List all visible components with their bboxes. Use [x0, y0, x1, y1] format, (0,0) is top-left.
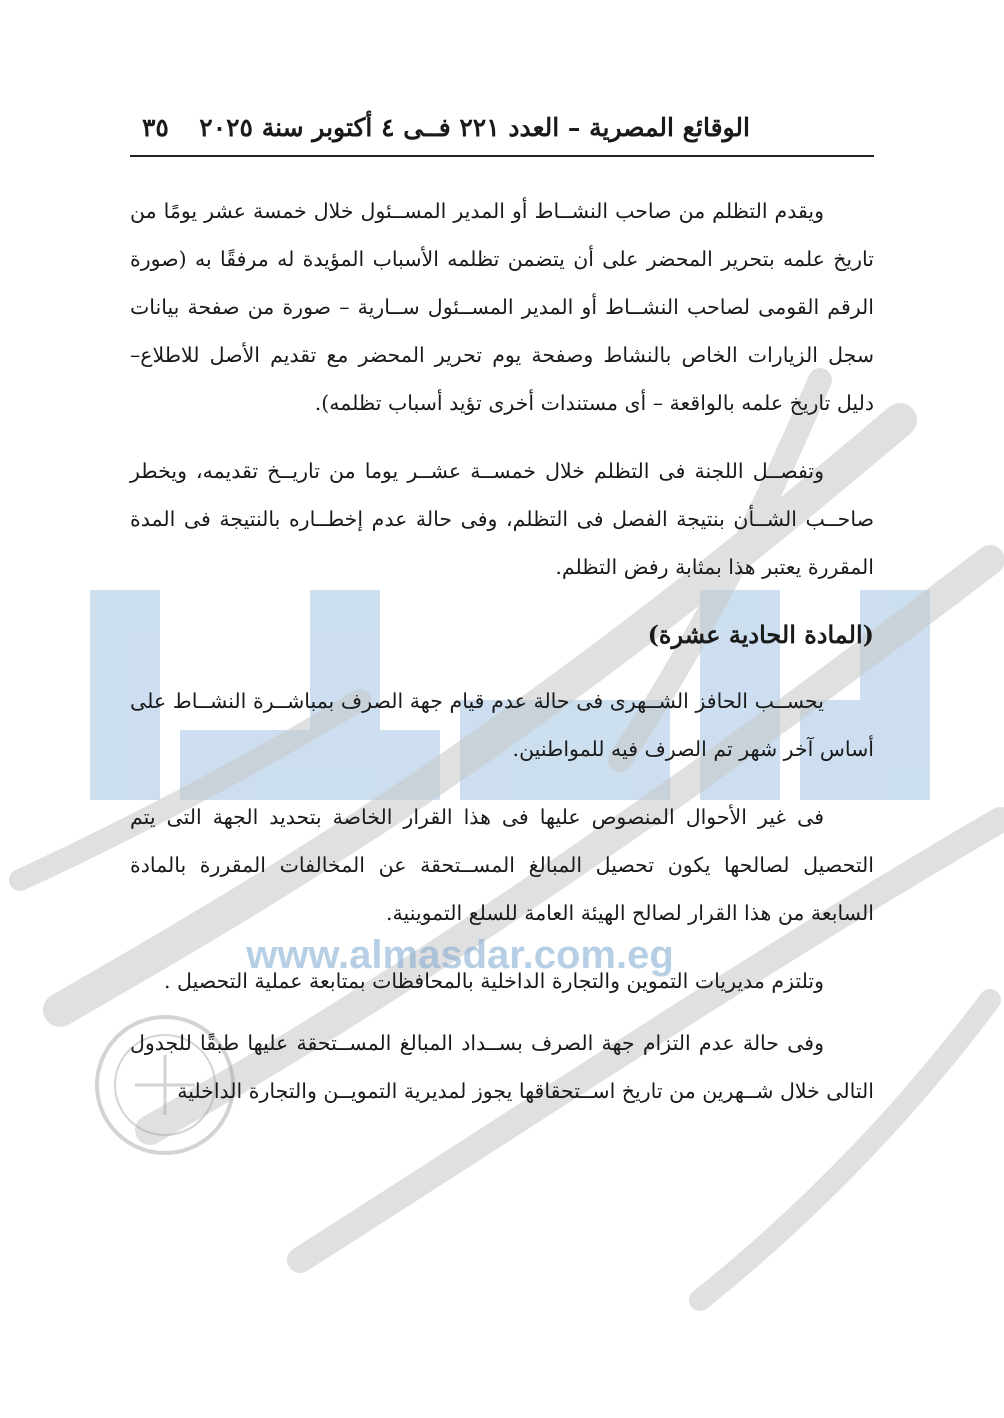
paragraph-collection-entity: فى غير الأحوال المنصوص عليها فى هذا القرار الخاصة بتحديد الجهة التى يتم التحصيل لصالحها يكون تحصيل المبالغ المســتحقة عن المخالفات المقررة بالمادة السابعة من هذا القرار لصالح الهيئة العامة للسلع التموينية.: [130, 805, 874, 925]
page-number: ٣٥: [142, 113, 169, 142]
article-title: (المادة الحادية عشرة): [647, 620, 874, 649]
page-content: [130, 95, 874, 1135]
paragraph-directorates-follow-up: وتلتزم مديريات التموين والتجارة الداخلية بالمحافظات بمتابعة عملية التحصيل .: [164, 969, 824, 993]
paragraph-non-payment: وفى حالة عدم التزام جهة الصرف بســداد المبالغ المســتحقة عليها طبقًا للجدول التالى خلال شــهرين من تاريخ اســتحقاقها يجوز لمديرية التمويــن والتجارة الداخلية: [130, 1031, 874, 1103]
watermark-site-text: www.almasdar.com.eg: [246, 933, 674, 977]
body-text: [130, 187, 874, 1115]
header-title: الوقائع المصرية – العدد ٢٢١ فــى ٤ أكتوبر سنة ٢٠٢٥: [199, 113, 750, 142]
paragraph-monthly-incentive: يحســب الحافز الشــهرى فى حالة عدم قيام جهة الصرف بمباشــرة النشــاط على أساس آخر شهر تم الصرف فيه للمواطنين.: [130, 689, 874, 761]
paragraph-appeal-submission: ويقدم التظلم من صاحب النشــاط أو المدير المســئول خلال خمسة عشر يومًا من تاريخ علمه بتحرير المحضر على أن يتضمن تظلمه الأسباب المؤيدة له مرفقًا به (صورة الرقم القومى لصاحب النشــاط أو المدير المســئول ســارية – صورة من صفحة بيانات سجل الزيارات الخاص بالنشاط وصفحة يوم تحرير المحضر مع تقديم الأصل للاطلاع– دليل تاريخ علمه بالواقعة – أى مستندات أخرى تؤيد أسباب تظلمه).: [130, 199, 874, 415]
page-header: [130, 95, 874, 157]
paragraph-committee-decision: وتفصــل اللجنة فى التظلم خلال خمســة عشــر يوما من تاريــخ تقديمه، ويخطر صاحــب الشــأن بنتيجة الفصل فى التظلم، وفى حالة عدم إخطــاره بالنتيجة فى المدة المقررة يعتبر هذا بمثابة رفض التظلم.: [130, 459, 874, 579]
